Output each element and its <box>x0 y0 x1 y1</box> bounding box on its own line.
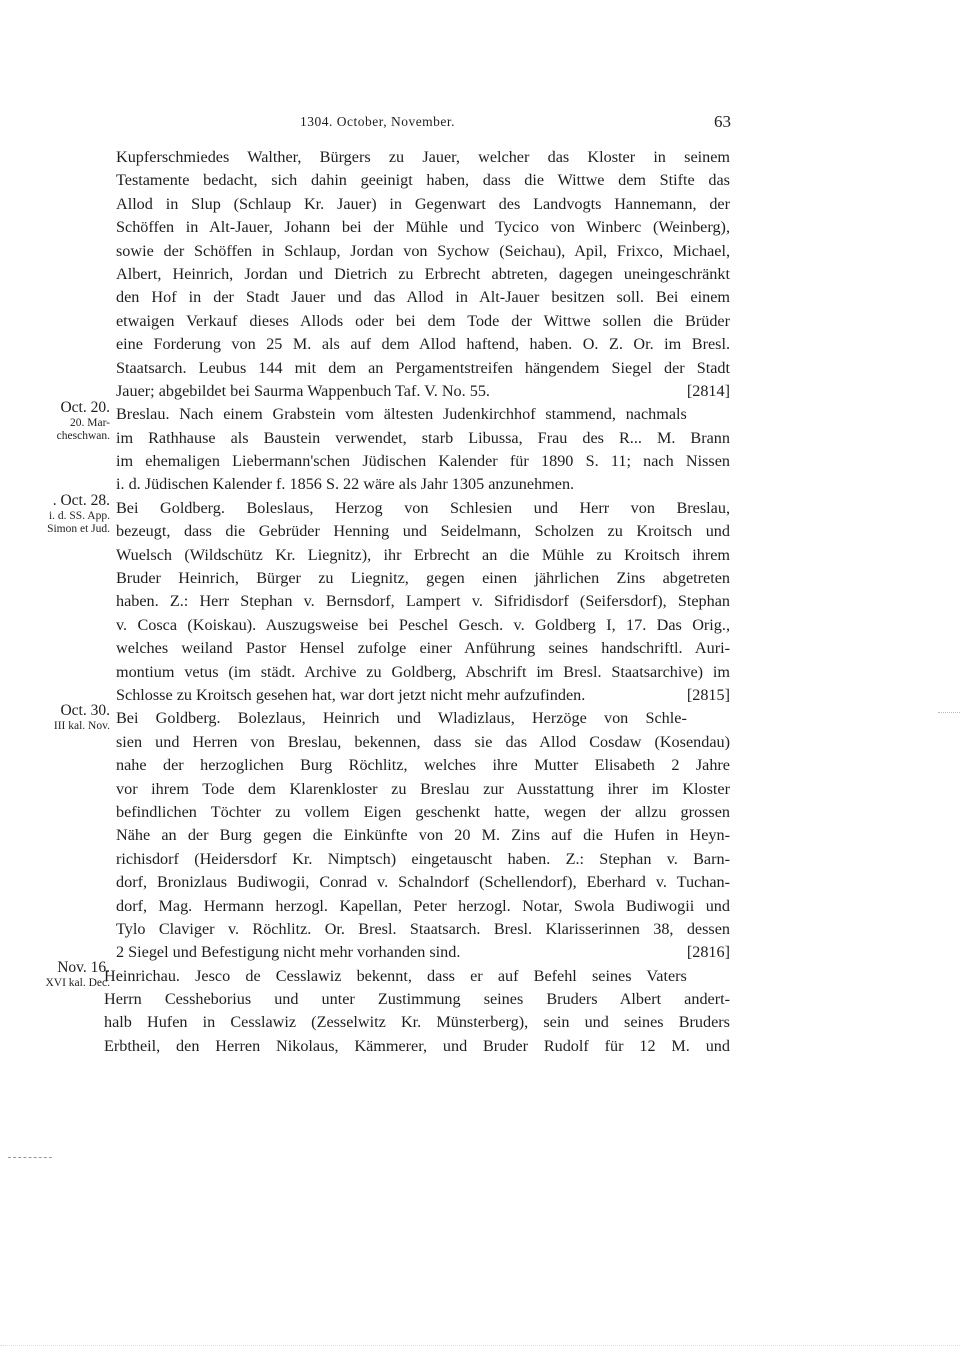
scan-bottom-edge <box>0 1345 960 1346</box>
text-fragment: Jauer; abgebildet bei Saurma Wappenbuch Taf. V. No. 55. <box>116 381 490 400</box>
text-line: Tylo Claviger v. Röchlitz. Or. Bresl. Staatsarch. Bresl. Klarisserinnen 38, dessen <box>116 919 730 938</box>
text-line: eine Forderung von 25 M. als auf dem Allod haftend, haben. O. Z. Or. im Bresl. <box>116 335 730 354</box>
text-line: nahe der herzoglichen Burg Röchlitz, welches ihre Mutter Elisabeth 2 Jahre <box>116 756 730 775</box>
margin-note-oct20 <box>0 398 110 442</box>
margin-date: Oct. 30. <box>60 702 110 719</box>
document-number: [2814] <box>686 381 730 400</box>
text-line: Wuelsch (Wildschütz Kr. Liegnitz), ihr Erbrecht an die Mühle zu Kroitsch ihrem <box>116 545 730 564</box>
text-line: befindlichen Töchter zu vollem Eigen geschenkt hatte, wegen der allzu grossen <box>116 802 730 821</box>
text-line: Staatsarch. Leubus 144 mit dem an Pergamentstreifen hängendem Siegel der Stadt <box>116 358 730 377</box>
text-line <box>116 380 730 403</box>
text-line: Testamente bedacht, sich dahin geeinigt haben, dass die Wittwe dem Stifte das <box>116 171 730 190</box>
margin-note-oct30 <box>0 701 110 733</box>
text-line: v. Cosca (Koiskau). Auszugsweise bei Peschel Gesch. v. Goldberg I, 17. Das Orig., <box>116 615 730 634</box>
margin-date: Nov. 16. <box>57 959 110 976</box>
text-line: bezeugt, dass die Gebrüder Henning und Seidelmann, Scholzen zu Kroitsch und <box>116 522 730 541</box>
text-line: welches weiland Pastor Hensel zufolge einer Anführung seines handschriftl. Auri- <box>116 639 730 658</box>
text-line: Albert, Heinrich, Jordan und Dietrich zu Erbrecht abtreten, dagegen uneingeschränkt <box>116 264 730 283</box>
text-line: etwaigen Verkauf dieses Allods oder bei dem Tode der Wittwe sollen die Brüder <box>116 311 730 330</box>
text-line <box>116 684 730 707</box>
text-line <box>116 941 730 964</box>
margin-note-nov16 <box>0 958 110 990</box>
text-line: Schöffen in Alt-Jauer, Johann bei der Mühle und Tycico von Winberc (Weinberg), <box>116 218 730 237</box>
text-line: richisdorf (Heidersdorf Kr. Nimptsch) eingetauscht haben. Z.: Stephan v. Barn- <box>116 849 730 868</box>
text-line: Herrn Cessheborius und unter Zustimmung seines Bruders Albert andert- <box>104 990 730 1009</box>
margin-hebrew-date: cheschwan. <box>56 429 110 442</box>
text-line: dorf, Mag. Hermann herzogl. Kapellan, Peter herzogl. Notar, Swola Budiwogii und <box>116 896 730 915</box>
text-line: Erbtheil, den Herren Nikolaus, Kämmerer, und Bruder Rudolf für 12 M. und <box>104 1036 730 1055</box>
margin-date: Oct. 20. <box>60 399 110 416</box>
text-line: sowie der Schöffen in Schlaup, Jordan von Sychow (Seichau), Apil, Frixco, Michael, <box>116 241 730 260</box>
margin-roman-date: III kal. Nov. <box>53 720 110 732</box>
scan-dash-mark <box>8 1157 52 1159</box>
scan-edge-mark <box>938 712 960 735</box>
body-text <box>104 146 730 1058</box>
margin-hebrew-date: 20. Mar- <box>69 417 110 429</box>
text-fragment: 2 Siegel und Befestigung nicht mehr vorhanden sind. <box>116 943 461 962</box>
running-head: 1304. October, November. <box>300 114 456 129</box>
text-fragment: Schlosse zu Kroitsch gesehen hat, war dort jetzt nicht mehr aufzufinden. <box>116 685 586 704</box>
text-line: Heinrichau. Jesco de Cesslawiz bekennt, dass er auf Befehl seines Vaters <box>104 966 687 985</box>
margin-roman-date: XVI kal. Dec. <box>45 977 110 989</box>
text-line: haben. Z.: Herr Stephan v. Bernsdorf, Lampert v. Sifridisdorf (Seifersdorf), Stephan <box>116 592 730 611</box>
text-line: Breslau. Nach einem Grabstein vom ältesten Judenkirchhof stammend, nachmals <box>116 405 687 424</box>
text-line: Allod in Slup (Schlaup Kr. Jauer) in Gegenwart des Landvogts Hannemann, der <box>116 194 730 213</box>
text-line: vor ihrem Tode dem Klarenkloster zu Breslau zur Ausstattung ihrer im Kloster <box>116 779 730 798</box>
text-line: Kupferschmiedes Walther, Bürgers zu Jauer, welcher das Kloster in seinem <box>116 148 730 166</box>
page-number: 63 <box>714 112 731 131</box>
page-header <box>0 112 960 134</box>
text-line: im ehemaligen Liebermann'schen Jüdischen Kalender für 1890 S. 11; nach Nissen <box>116 452 730 471</box>
document-number: [2816] <box>686 943 730 962</box>
document-number: [2815] <box>686 685 730 704</box>
text-line: dorf, Bronizlaus Budiwogii, Conrad v. Schalndorf (Schellendorf), Eberhard v. Tuchan- <box>116 873 730 892</box>
text-line: i. d. Jüdischen Kalender f. 1856 S. 22 wäre als Jahr 1305 anzunehmen. <box>116 475 575 494</box>
margin-feast-day: Simon et Jud. <box>47 522 110 535</box>
text-line: im Rathhause als Baustein verwendet, starb Libussa, Frau des R... M. Brann <box>116 428 730 447</box>
text-line: halb Hufen in Cesslawiz (Zesselwitz Kr. Münsterberg), sein und seines Bruders <box>104 1013 730 1032</box>
text-line: den Hof in der Stadt Jauer und das Allod in Alt-Jauer besitzen soll. Bei einem <box>116 288 730 307</box>
margin-date: . Oct. 28. <box>52 492 110 509</box>
text-line: Bei Goldberg. Boleslaus, Herzog von Schlesien und Herr von Breslau, <box>116 498 730 517</box>
text-line: sien und Herren von Breslau, bekennen, dass sie das Allod Cosdaw (Kosendau) <box>116 732 730 751</box>
margin-note-oct28 <box>0 491 110 535</box>
text-line: montium vetus (im städt. Archive zu Goldberg, Abschrift im Bresl. Staatsarchive) im <box>116 662 730 681</box>
margin-feast-day: i. d. SS. App. <box>48 510 110 522</box>
text-line: Nähe an der Burg gegen die Einkünfte von 20 M. Zins auf die Hufen in Heyn- <box>116 826 730 845</box>
text-line: Bei Goldberg. Bolezlaus, Heinrich und Wladizlaus, Herzöge von Schle- <box>116 709 687 728</box>
text-line: Bruder Heinrich, Bürger zu Liegnitz, gegen einen jährlichen Zins abgetreten <box>116 569 730 588</box>
